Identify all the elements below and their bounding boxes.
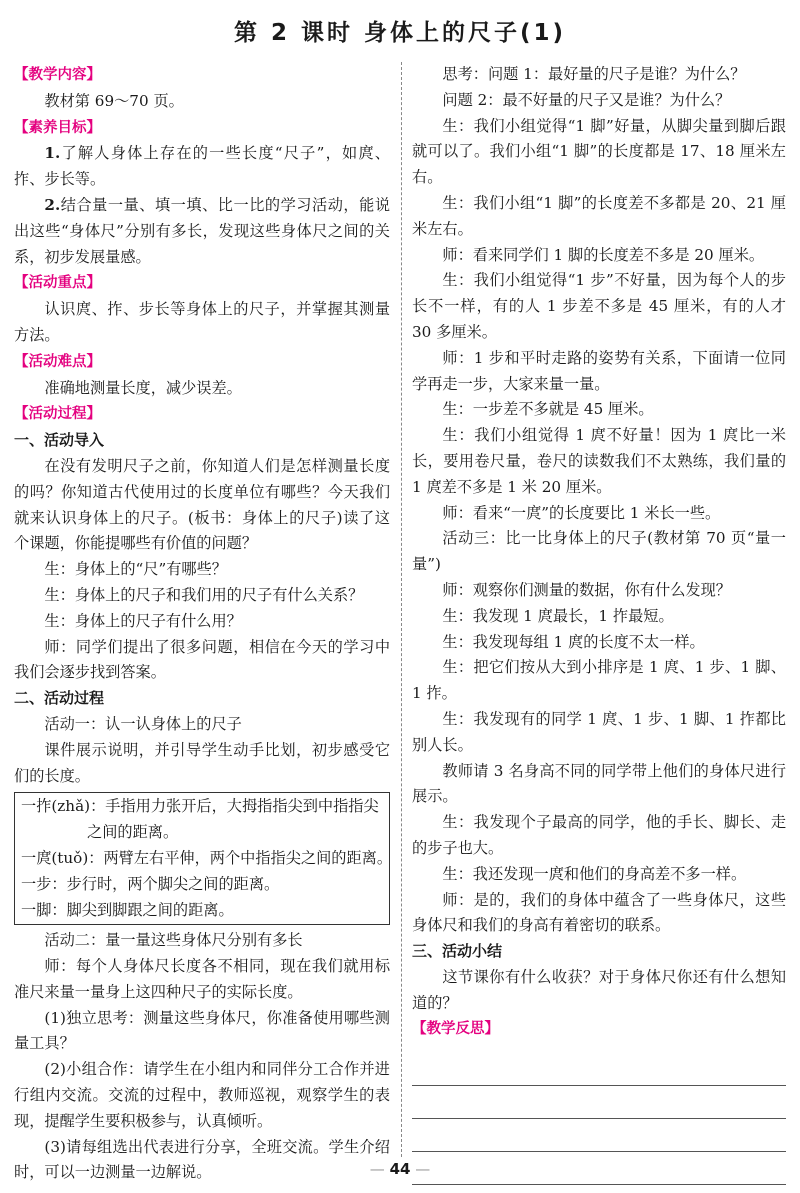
- right-column: [412, 62, 786, 1185]
- page-number: [0, 1160, 800, 1178]
- dialogue-r7: 师：1 步和平时走路的姿势有关系，下面请一位同学再走一步，大家来量一量。: [412, 348, 786, 393]
- section-tag-key: 【活动重点】: [14, 275, 101, 292]
- key-text: 认识庹、拃、步长等身体上的尺子，并掌握其测量方法。: [14, 300, 390, 344]
- definition-foot: 一脚：脚尖到脚跟之间的距离。: [21, 900, 234, 919]
- dialogue-r8: 生：一步差不多就是 45 厘米。: [442, 400, 654, 419]
- dialogue-r10: 师：看来“一庹”的长度要比 1 米长一些。: [442, 503, 721, 522]
- activity-1-title: 活动一：认一认身体上的尺子: [44, 714, 242, 733]
- step-3: (3)请每组选出代表进行分享，全班交流。学生介绍时，可以一边测量一边解说。: [14, 1137, 390, 1182]
- dialogue-r14: 生：我发现每组 1 庹的长度不太一样。: [442, 632, 705, 651]
- definition-tuo: 一庹(tuǒ)：两臂左右平伸，两个中指指尖之间的距离。: [21, 848, 393, 867]
- dialogue-r4: 生：我们小组“1 脚”的长度差不多都是 20、21 厘米左右。: [412, 193, 786, 238]
- goal-2-text: 结合量一量、填一填、比一比的学习活动，能说出这些“身体尺”分别有多长，发现这些身体尺之间的关系，初步发展量感。: [14, 195, 390, 266]
- definition-zha-cont: 之间的距离。: [87, 823, 179, 842]
- difficulty-text: 准确地测量长度，减少误差。: [44, 378, 242, 397]
- content-text: 教材第 69～70 页。: [44, 91, 184, 110]
- section-tag-reflection: 【教学反思】: [412, 1021, 499, 1038]
- section-tag-difficulty: 【活动难点】: [14, 353, 101, 370]
- goal-2-number: 2.: [44, 195, 61, 214]
- intro-paragraph: 在没有发明尺子之前，你知道人们是怎样测量长度的吗？你知道古代使用过的长度单位有哪些？今天我们就来认识身体上的尺子。(板书：身体上的尺子)读了这个课题，你能提哪些有价值的问题？: [14, 456, 390, 553]
- dialogue-r17: 教师请 3 名身高不同的同学带上他们的身体尺进行展示。: [412, 761, 786, 806]
- page-number-dash-right: —: [410, 1160, 431, 1178]
- dialogue-r15: 生：把它们按从大到小排序是 1 庹、1 步、1 脚、1 拃。: [412, 658, 786, 703]
- definition-step: 一步：步行时，两个脚尖之间的距离。: [21, 874, 280, 893]
- activity-1-desc: 课件展示说明，并引导学生动手比划，初步感受它们的长度。: [14, 740, 390, 785]
- dialogue-r9: 生：我们小组觉得 1 庹不好量！因为 1 庹比一米长，要用卷尺量，卷尺的读数我们不太熟练，我们量的 1 庹差不多是 1 米 20 厘米。: [412, 426, 786, 496]
- reflection-line[interactable]: [412, 1053, 786, 1086]
- dialogue-r13: 生：我发现 1 庹最长，1 拃最短。: [442, 606, 674, 625]
- left-column: [14, 62, 393, 1186]
- activity-3-title: 活动三：比一比身体上的尺子(教材第 70 页“量一量”): [412, 529, 786, 574]
- section-tag-content: 【教学内容】: [14, 67, 101, 83]
- activity-2-title: 活动二：量一量这些身体尺分别有多长: [44, 931, 303, 950]
- dialogue-r5: 师：看来同学们 1 脚的长度差不多是 20 厘米。: [442, 245, 765, 264]
- section-tag-process: 【活动过程】: [14, 406, 101, 423]
- heading-process: 二、活动过程: [14, 689, 105, 708]
- goal-1-text: 了解人身体上存在的一些长度“尺子”，如庹、拃、步长等。: [14, 144, 390, 189]
- step-2: (2)小组合作：请学生在小组内和同伴分工合作并进行组内交流。交流的过程中，教师巡视，观察学生的表现，提醒学生要积极参与，认真倾听。: [14, 1060, 390, 1130]
- dialogue-r3: 生：我们小组觉得“1 脚”好量，从脚尖量到脚后跟就可以了。我们小组“1 脚”的长度都是 17、18 厘米左右。: [412, 116, 786, 187]
- student-question-3: 生：身体上的尺子有什么用？: [44, 611, 242, 630]
- reflection-line[interactable]: [412, 1086, 786, 1119]
- section-tag-goals: 【素养目标】: [14, 119, 101, 136]
- goal-2: [14, 193, 390, 270]
- student-question-2: 生：身体上的尺子和我们用的尺子有什么关系？: [44, 585, 364, 604]
- heading-summary: 三、活动小结: [412, 942, 503, 961]
- reflection-line[interactable]: [412, 1119, 786, 1152]
- definition-box: [14, 792, 393, 925]
- activity-2-teacher: 师：每个人身体尺长度各不相同，现在我们就用标准尺来量一量身上这四种尺子的实际长度。: [14, 957, 390, 1001]
- question-2: 问题 2：最不好量的尺子又是谁？为什么？: [442, 90, 731, 109]
- dialogue-r20: 师：是的，我们的身体中蕴含了一些身体尺，这些身体尺和我们的身高有着密切的联系。: [412, 890, 786, 935]
- page-number-value: 44: [389, 1160, 411, 1178]
- teacher-remark-1: 师：同学们提出了很多问题，相信在今天的学习中我们会逐步找到答案。: [14, 637, 390, 682]
- summary-text: 这节课你有什么收获？对于身体尺你还有什么想知道的？: [412, 967, 786, 1012]
- dialogue-r16: 生：我发现有的同学 1 庹、1 步、1 脚、1 拃都比别人长。: [412, 709, 786, 754]
- dialogue-r6: 生：我们小组觉得“1 步”不好量，因为每个人的步长不一样，有的人 1 步差不多是 45 厘米，有的人才 30 多厘米。: [412, 271, 786, 341]
- student-question-1: 生：身体上的“尺”有哪些？: [44, 560, 227, 579]
- dialogue-r18: 生：我发现个子最高的同学，他的手长、脚长、走的步子也大。: [412, 813, 786, 857]
- goal-1: [14, 141, 390, 193]
- page-number-dash-left: —: [369, 1160, 390, 1178]
- column-divider: [401, 62, 402, 1157]
- question-1: 思考：问题 1：最好量的尺子是谁？为什么？: [442, 65, 746, 83]
- dialogue-r12: 师：观察你们测量的数据，你有什么发现？: [442, 580, 731, 599]
- definition-zha: 一拃(zhǎ)：手指用力张开后，大拇指指尖到中指指尖: [21, 797, 379, 816]
- dialogue-r19: 生：我还发现一庹和他们的身高差不多一样。: [442, 864, 747, 883]
- goal-1-number: 1.: [44, 144, 61, 163]
- page-title: 第 2 课时 身体上的尺子(1): [233, 20, 567, 46]
- heading-intro: 一、活动导入: [14, 431, 105, 450]
- step-1: (1)独立思考：测量这些身体尺，你准备使用哪些测量工具？: [14, 1008, 390, 1053]
